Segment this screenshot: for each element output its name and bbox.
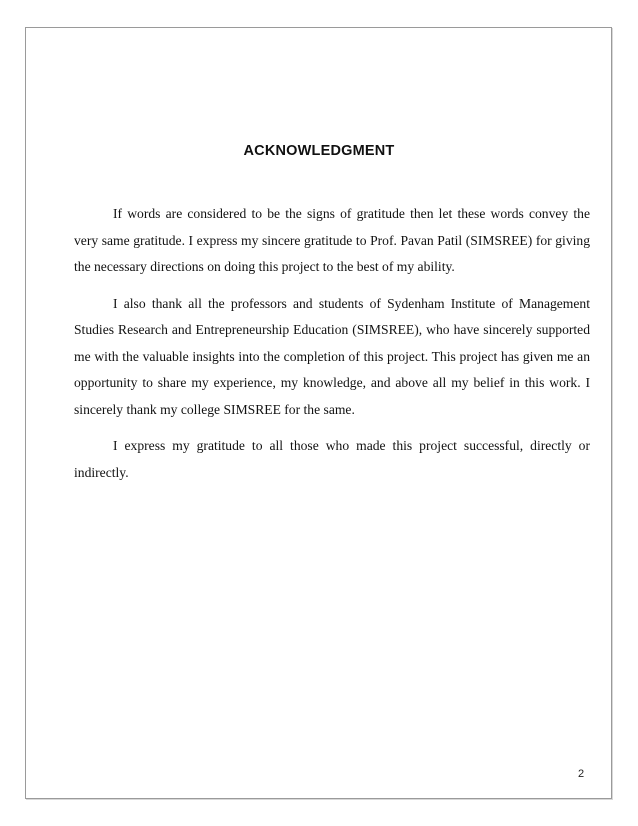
page-title: ACKNOWLEDGMENT xyxy=(243,143,395,159)
paragraph-2: I also thank all the professors and students of Sydenham Institute of Management Studies Research and Entrepreneurship Education (SIMSREE), who have sincerely supported me with the valuable insights into the completion of this project. This project has given me an opportunity to share my experience, my knowledge, and above all my belief in this work. I sincerely thank my college SIMSREE for the same. xyxy=(74,295,590,417)
paragraph-3: I express my gratitude to all those who made this project successful, directly or indirectly. xyxy=(74,438,590,480)
document-body xyxy=(74,201,590,496)
page-number: 2 xyxy=(578,768,585,780)
paragraph-1: If words are considered to be the signs of gratitude then let these words convey the very same gratitude. I express my sincere gratitude to Prof. Pavan Patil (SIMSREE) for giving the necessary directions on doing this project to the best of my ability. xyxy=(74,206,590,274)
